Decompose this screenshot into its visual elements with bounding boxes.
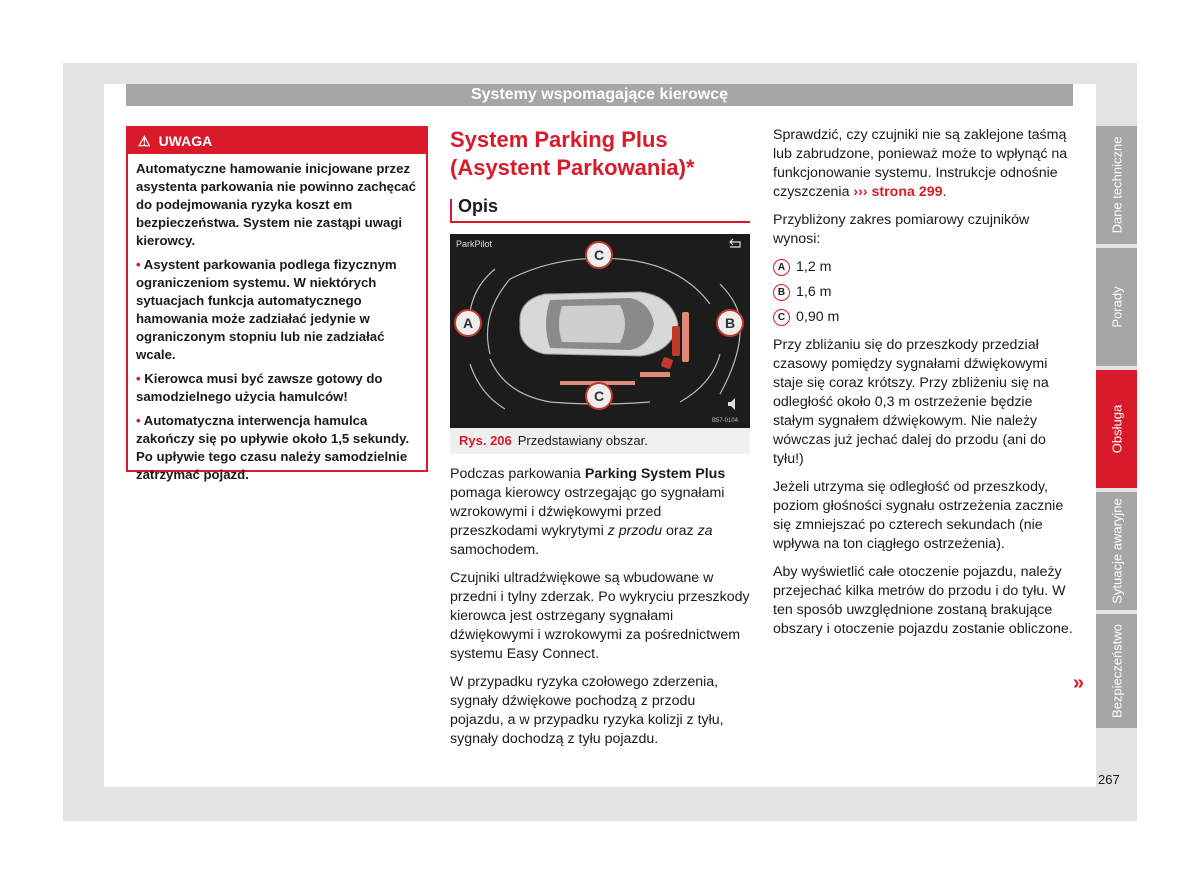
paragraph: Podczas parkowania Parking System Plus pomaga kierowcy ostrzegając go sygnałami wzrokowymi i dźwiękowymi przed przeszkodami wykrytymi z przodu oraz za samochodem.: [450, 466, 726, 558]
warning-header: [128, 128, 426, 154]
warning-title: UWAGA: [158, 133, 213, 149]
tab-sytuacje-awaryjne[interactable]: Sytuacje awaryjne: [1096, 492, 1137, 610]
parkpilot-diagram: [450, 234, 750, 428]
warning-box: [126, 126, 428, 482]
paragraph: Jeżeli utrzyma się odległość od przeszkody, poziom głośności sygnału ostrzeżenia zacznie się zmniejszać po czterech sekundach (nie wpływa na ton ciągłego ostrzeżenia).: [773, 479, 1064, 552]
car-top-view-icon: [520, 292, 678, 356]
warning-bullet: • Kierowca musi być zawsze gotowy do samodzielnego użycia hamulców!: [136, 371, 383, 404]
figure-caption-text: Przedstawiany obszar.: [517, 433, 648, 448]
section-heading: [450, 126, 750, 223]
continue-icon: »: [1073, 672, 1085, 694]
label-circle-icon: C: [773, 309, 790, 326]
tab-bezpieczenstwo[interactable]: Bezpieczeństwo: [1096, 614, 1137, 728]
page-reference-link[interactable]: ››› strona 299: [853, 184, 943, 200]
zone-label-c-rear: C: [593, 388, 605, 404]
tab-porady[interactable]: Porady: [1096, 248, 1137, 366]
section-subtitle: Opis: [450, 196, 750, 223]
paragraph: W przypadku ryzyka czołowego zderzenia, sygnały dźwiękowe pochodzą z przodu pojazdu, a w przypadku ryzyka kolizji z tyłu, sygnały dochodzą z tyłu pojazdu.: [450, 674, 724, 747]
tab-dane-techniczne[interactable]: Dane techniczne: [1096, 126, 1137, 244]
page-number: 267: [1098, 772, 1120, 787]
tab-obsluga[interactable]: Obsługa: [1096, 370, 1137, 488]
warning-body: [128, 154, 426, 484]
label-circle-icon: A: [773, 259, 790, 276]
section-title: System Parking Plus (Asystent Parkowania)*: [450, 127, 695, 180]
zone-label-b: B: [724, 315, 736, 331]
distance-item: A 1,2 m: [773, 258, 1073, 277]
warning-triangle-icon: ⚠: [138, 133, 151, 149]
paragraph: Sprawdzić, czy czujniki nie są zaklejone taśmą lub zabrudzone, ponieważ może to wpłynąć na funkcjonowanie systemu. Instrukcje odnośnie czyszczenia ››› strona 299.: [773, 127, 1068, 200]
paragraph: Aby wyświetlić całe otoczenie pojazdu, należy przejechać kilka metrów do przodu i do tyłu. W ten sposób uwzględnione zostaną brakujące obszary i otoczenie pojazdu zostanie obliczone.: [773, 564, 1073, 637]
figure-caption: [450, 428, 750, 454]
distance-item: B 1,6 m: [773, 283, 1073, 302]
zone-label-a: A: [462, 315, 474, 331]
warning-paragraph: Automatyczne hamowanie inicjowane przez asystenta parkowania nie powinno zachęcać do podejmowania ryzyka koszt em bezpieczeństwa. System nie zastąpi uwagi kierowcy.: [136, 161, 416, 248]
figure-number: Rys. 206: [459, 433, 512, 448]
chapter-header: Systemy wspomagające kierowcę: [126, 84, 1073, 106]
paragraph: Czujniki ultradźwiękowe są wbudowane w przedni i tylny zderzak. Po wykryciu przeszkody kierowca jest ostrzegany sygnałami dźwiękowymi i wzrokowymi za pośrednictwem systemu Easy Connect.: [450, 570, 750, 662]
screen-title: ParkPilot: [456, 239, 493, 249]
label-circle-icon: B: [773, 284, 790, 301]
paragraph: Przy zbliżaniu się do przeszkody przedział czasowy pomiędzy sygnałami dźwiękowymi staje się coraz krótszy. Przy zbliżeniu się na odległość około 0,3 m ostrzeżenie będzie stałym sygnałem dźwiękowym. Nie należy wówczas już jechać dalej do przodu (ani do tyłu!): [773, 337, 1049, 467]
distance-item: C 0,90 m: [773, 308, 1073, 327]
column-2-text: [450, 465, 750, 758]
zone-label-c-front: C: [593, 247, 605, 263]
warning-bullet: • Automatyczna interwencja hamulca zakończy się po upływie około 1,5 sekundy. Po upływie tego czasu należy samodzielnie zatrzymać pojazd.: [136, 413, 410, 482]
column-3-text: [773, 126, 1073, 648]
figure-code: B57-0104: [712, 418, 739, 424]
warning-bullet: • Asystent parkowania podlega fizycznym ograniczeniom systemu. W niektórych sytuacjach funkcja automatycznego hamowania może zadziałać jedynie w ograniczonym stopniu lub nie zadziałać wcale.: [136, 257, 397, 362]
paragraph: Przybliżony zakres pomiarowy czujników wynosi:: [773, 212, 1030, 247]
parkpilot-figure: [450, 234, 750, 428]
